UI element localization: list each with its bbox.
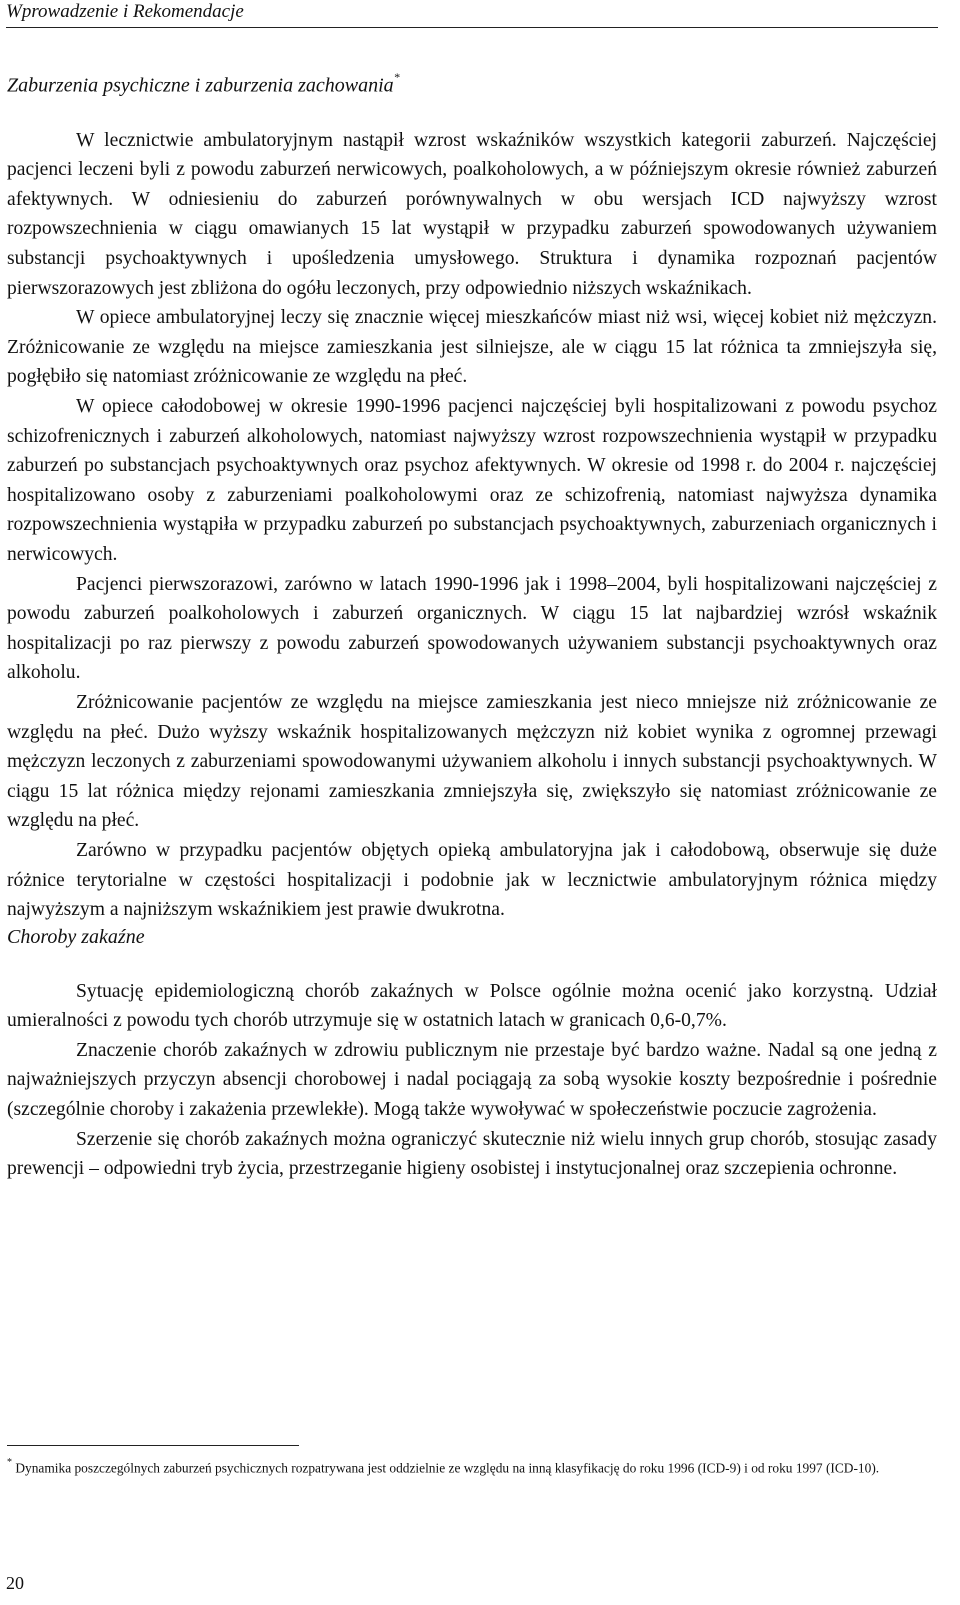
paragraph: Znaczenie chorób zakaźnych w zdrowiu publicznym nie przestaje być bardzo ważne. Nadal są one jedną z najważniejszych przyczyn absencji chorobowej i nadal pociągają za sobą wysokie koszty bezpośrednie i pośrednie (szczególnie choroby i zakażenia przewlekłe). Mogą także wywoływać w społeczeństwie poczucie zagrożenia.: [7, 1039, 937, 1121]
paragraph: Pacjenci pierwszorazowi, zarówno w latach 1990-1996 jak i 1998–2004, byli hospitalizowani najczęściej z powodu zaburzeń poalkoholowych i zaburzeń organicznych. W ciągu 15 lat najbardziej wzrósł wskaźnik hospitalizacji po raz pierwszy z powodu zaburzeń spowodowanych używaniem substancji psychoaktywnych oraz alkoholu.: [7, 573, 937, 684]
paragraph: Szerzenie się chorób zakaźnych można ograniczyć skutecznie niż wielu innych grup chorób, stosując zasady prewencji – odpowiedni tryb życia, przestrzeganie higieny osobistej i instytucjonalnej oraz szczepienia ochronne.: [7, 1128, 937, 1180]
paragraph: Zarówno w przypadku pacjentów objętych opieką ambulatoryjna jak i całodobową, obserwuje się duże różnice terytorialne w częstości hospitalizacji i podobnie jak w lecznictwie ambulatoryjnym różnica między najwyższym a najniższym wskaźnikiem jest prawie dwukrotna.: [7, 839, 937, 921]
footnote-marker: *: [7, 1457, 12, 1468]
footnote-rule: [7, 1445, 299, 1446]
paragraph: W opiece ambulatoryjnej leczy się znacznie więcej mieszkańców miast niż wsi, więcej kobiet niż mężczyzn. Zróżnicowanie ze względu na miejsce zamieszkania jest silniejsze, ale w ciągu 15 lat różnica ta zmniejszyła się, pogłębiło się natomiast zróżnicowanie ze względu na płeć.: [7, 307, 937, 388]
footnote-reference-marker: *: [393, 70, 400, 84]
footnote-body: Dynamika poszczególnych zaburzeń psychicznych rozpatrywana jest oddzielnie ze względu na inną klasyfikację do roku 1996 (ICD-9) i od roku 1997 (ICD-10).: [15, 1460, 880, 1476]
section-heading-mental-disorders: [7, 68, 937, 98]
footnote: [7, 1445, 937, 1479]
footnote-text: [7, 1454, 937, 1479]
body-text: [7, 68, 937, 1184]
running-head: Wprowadzenie i Rekomendacje: [6, 0, 938, 28]
paragraph: W opiece całodobowej w okresie 1990-1996 pacjenci najczęściej byli hospitalizowani z powodu psychoz schizofrenicznych i zaburzeń alkoholowych, natomiast najwyższy wzrost rozpowszechnienia wystąpił w przypadku zaburzeń po substancjach psychoaktywnych oraz psychoz afektywnych. W okresie od 1998 r. do 2004 r. najczęściej hospitalizowano osoby z zaburzeniami poalkoholowymi oraz ze schizofrenią, natomiast najwyższa dynamika rozpowszechnienia wystąpiła w przypadku zaburzeń po substancjach psychoaktywnych, zaburzeniach organicznych i nerwicowych.: [7, 396, 937, 565]
paragraph: Zróżnicowanie pacjentów ze względu na miejsce zamieszkania jest nieco mniejsze niż zróżnicowanie ze względu na płeć. Dużo wyższy wskaźnik hospitalizowanych mężczyzn niż kobiet wynika z ogromnej przewagi mężczyzn leczonych z zaburzeniami spowodowanymi używaniem alkoholu i innych substancji psychoaktywnych. W ciągu 15 lat różnica między rejonami zamieszkania zmniejszyła się, zwiększyło się natomiast zróżnicowanie ze względu na płeć.: [7, 691, 937, 832]
paragraph: Sytuację epidemiologiczną chorób zakaźnych w Polsce ogólnie można ocenić jako korzystną. Udział umieralności z powodu tych chorób utrzymuje się w ostatnich latach w granicach 0,6-0,7%.: [7, 980, 937, 1032]
section-heading-text: Zaburzenia psychiczne i zaburzenia zachowania: [7, 74, 394, 97]
page-number: 20: [6, 1573, 24, 1593]
section-heading-infectious-diseases: Choroby zakaźne: [7, 925, 145, 948]
paragraph: W lecznictwie ambulatoryjnym nastąpił wzrost wskaźników wszystkich kategorii zaburzeń. Najczęściej pacjenci leczeni byli z powodu zaburzeń nerwicowych, poalkoholowych, a w późniejszym okresie również zaburzeń afektywnych. W odniesieniu do zaburzeń porównywalnych w obu wersjach ICD najwyższy wzrost rozpowszechnienia w ciągu omawianych 15 lat wystąpił w przypadku zaburzeń spowodowanych używaniem substancji psychoaktywnych i upośledzenia umysłowego. Struktura i dynamika rozpoznań pacjentów pierwszorazowych jest zbliżona do ogółu leczonych, przy odpowiednio niższych wskaźnikach.: [7, 129, 937, 299]
